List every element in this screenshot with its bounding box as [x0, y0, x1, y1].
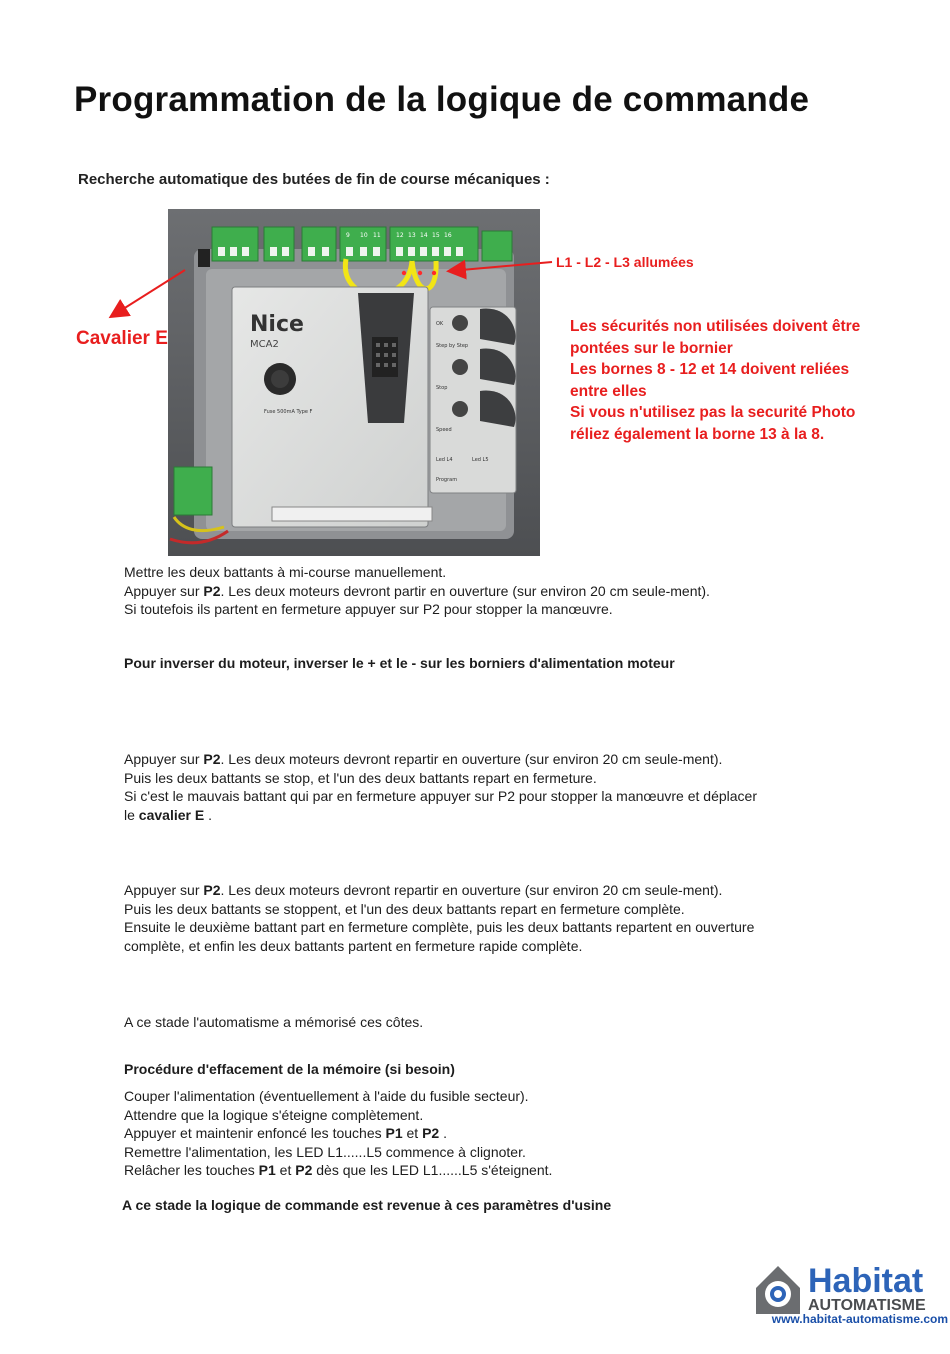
terminal-label: 15: [432, 232, 440, 239]
text-line: Appuyer sur P2. Les deux moteurs devront repartir en ouverture (sur environ 20 cm seule-ment).: [124, 882, 723, 898]
text-line: Puis les deux battants se stop, et l'un des deux battants repart en fermeture.: [124, 769, 597, 786]
paragraph-midcourse: [124, 563, 848, 619]
terminal-label: 10: [360, 232, 368, 239]
board-brand: Nice: [250, 312, 304, 337]
label-step: Step by Step: [436, 343, 469, 349]
safety-line: réliez également la borne 13 à la 8.: [570, 425, 825, 443]
text-line: Puis les deux battants se stoppent, et l'un des deux battants repart en fermeture complète.: [124, 900, 685, 917]
text-line: Appuyer sur P2. Les deux moteurs devront partir en ouverture (sur environ 20 cm seule-ment).: [124, 582, 710, 599]
safety-line: Les sécurités non utilisées doivent être: [570, 318, 861, 335]
text-line: complète, et enfin les deux battants partent en fermeture rapide complète.: [124, 937, 583, 954]
text-line: Si c'est le mauvais battant qui par en fermeture appuyer sur P2 pour stopper la manœuvre et déplacer: [124, 788, 758, 805]
label-speed: Speed: [436, 427, 452, 433]
text-line: Couper l'alimentation (éventuellement à l'aide du fusible secteur).: [124, 1088, 529, 1104]
terminal-label: 13: [408, 232, 416, 239]
logo-line2: AUTOMATISME: [808, 1297, 926, 1314]
terminal-label: 9: [346, 232, 350, 239]
text-line: Ensuite le deuxième battant part en fermeture complète, puis les deux battants repartent en ouverture: [124, 919, 755, 936]
paragraph-invert: Pour inverser du moteur, inverser le + et le - sur les borniers d'alimentation moteur: [124, 655, 675, 671]
text-line: le cavalier E .: [124, 806, 212, 823]
page-title: Programmation de la logique de commande: [74, 80, 810, 119]
website-link[interactable]: www.habitat-automatisme.com: [771, 1312, 948, 1326]
fuse-label: Fuse 500mA Type F: [264, 409, 313, 415]
terminal-label: 12: [396, 232, 404, 239]
terminal-label: 14: [420, 232, 428, 239]
paragraph-memorised: A ce stade l'automatisme a mémorisé ces côtes.: [124, 1014, 424, 1030]
label-led-l4: Led L4: [436, 457, 453, 463]
house-icon: [756, 1266, 800, 1314]
board-model: MCA2: [250, 339, 279, 350]
text-line: Si toutefois ils partent en fermeture appuyer sur P2 pour stopper la manœuvre.: [124, 601, 613, 618]
final-statement: A ce stade la logique de commande est revenue à ces paramètres d'usine: [122, 1197, 612, 1213]
text-line: Remettre l'alimentation, les LED L1......L5 commence à clignoter.: [124, 1143, 526, 1160]
label-stop: Stop: [436, 385, 448, 391]
text-line: Attendre que la logique s'éteigne complètement.: [124, 1106, 424, 1123]
safety-line: pontées sur le bornier: [570, 339, 733, 357]
text-line: Appuyer sur P2. Les deux moteurs devront repartir en ouverture (sur environ 20 cm seule-ment).: [124, 751, 723, 767]
terminal-label: 16: [444, 232, 452, 239]
paragraph-full-cycle: [124, 881, 848, 955]
label-ok: OK: [436, 321, 444, 327]
erase-heading: Procédure d'effacement de la mémoire (si besoin): [124, 1061, 455, 1077]
erase-procedure: [124, 1087, 848, 1180]
safety-line: entre elles: [570, 382, 647, 400]
section-subtitle: Recherche automatique des butées de fin de course mécaniques :: [78, 171, 550, 188]
logo-line1: Habitat: [808, 1262, 924, 1300]
label-led-l5: Led L5: [472, 457, 489, 463]
safety-annotation: [570, 316, 860, 446]
cavalier-annotation: Cavalier E: [76, 328, 168, 349]
terminal-label: 11: [373, 232, 381, 239]
label-program: Program: [436, 477, 458, 483]
annotation-arrows: [0, 0, 950, 560]
text-line: Appuyer et maintenir enfoncé les touches P1 et P2 .: [124, 1125, 447, 1142]
safety-line: Si vous n'utilisez pas la securité Photo: [570, 404, 856, 422]
led-annotation: L1 - L2 - L3 allumées: [556, 254, 694, 270]
text-line: Relâcher les touches P1 et P2 dès que les LED L1......L5 s'éteignent.: [124, 1162, 553, 1179]
text-line: Mettre les deux battants à mi-course manuellement.: [124, 564, 447, 580]
paragraph-reopen: [124, 750, 848, 824]
safety-line: Les bornes 8 - 12 et 14 doivent reliées: [570, 361, 850, 379]
